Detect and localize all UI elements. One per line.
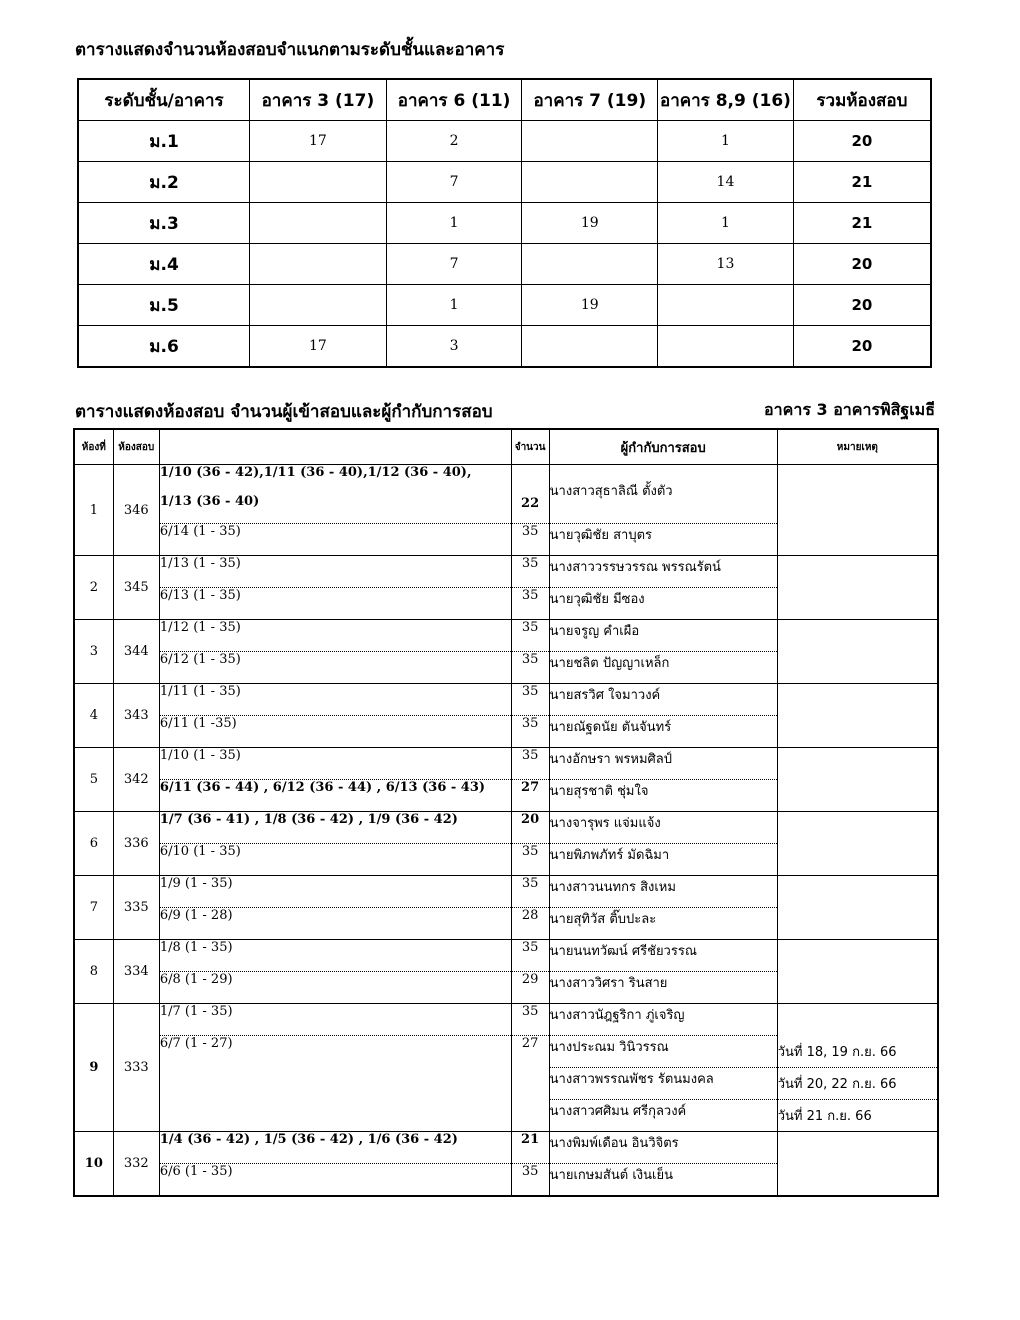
total-cell: 21 (793, 203, 931, 244)
classes-cell: 1/11 (1 - 35) (159, 684, 511, 716)
table-row (74, 1036, 938, 1068)
header-count: จำนวน (511, 429, 549, 465)
summary-row (78, 285, 931, 326)
building-8-9-cell: 1 (658, 203, 794, 244)
supervisor-cell: นางสาวสุธาลิณี ตั้งตัว (549, 465, 777, 524)
table-row (74, 876, 938, 908)
table-row (74, 812, 938, 844)
exam-room-table (73, 428, 939, 1197)
room-cell: 346 (113, 465, 159, 556)
building-8-9-cell (658, 326, 794, 368)
total-cell: 20 (793, 121, 931, 162)
supervisor-cell: นายณัฐดนัย ตันจันทร์ (549, 716, 777, 748)
header-building-3: อาคาร 3 (17) (250, 79, 387, 121)
room-cell: 333 (113, 1004, 159, 1132)
supervisor-cell: นางประณม วินิวรรณ (549, 1036, 777, 1068)
total-cell: 21 (793, 162, 931, 203)
summary-title: ตารางแสดงจำนวนห้องสอบจำแนกตามระดับชั้นและอาคาร (75, 40, 505, 60)
classes-cell: 1/9 (1 - 35) (159, 876, 511, 908)
classes-cell: 6/11 (36 - 44) , 6/12 (36 - 44) , 6/13 (36 - 43) (159, 780, 511, 812)
room-no-cell: 6 (74, 812, 113, 876)
count-cell: 20 (511, 812, 549, 844)
supervisor-cell: นางจารุพร แจ่มแจ้ง (549, 812, 777, 844)
building-7-cell: 19 (522, 285, 658, 326)
note-cell: วันที่ 21 ก.ย. 66 (777, 1100, 938, 1132)
count-cell: 28 (511, 908, 549, 940)
classes-cell: 6/12 (1 - 35) (159, 652, 511, 684)
building-8-9-cell: 1 (658, 121, 794, 162)
room-cell: 345 (113, 556, 159, 620)
count-cell: 35 (511, 556, 549, 588)
table-row (74, 940, 938, 972)
summary-row (78, 203, 931, 244)
header-supervisor: ผู้กำกับการสอบ (549, 429, 777, 465)
supervisor-cell: นายพิภพภัทร์ มัดฉิมา (549, 844, 777, 876)
supervisor-cell: นางสาวศศิมน ศรีกุลวงค์ (549, 1100, 777, 1132)
classes-cell: 1/12 (1 - 35) (159, 620, 511, 652)
count-cell: 35 (511, 1164, 549, 1197)
room-cell: 335 (113, 876, 159, 940)
table-row (74, 1004, 938, 1036)
level-cell: ม.5 (78, 285, 250, 326)
header-room: ห้องสอบ (113, 429, 159, 465)
count-cell: 22 (511, 465, 549, 524)
building-7-cell (522, 244, 658, 285)
classes-line: 1/10 (36 - 42),1/11 (36 - 40),1/12 (36 - 40), (159, 465, 472, 480)
supervisor-cell: นายชลิต ปัญญาเหล็ก (549, 652, 777, 684)
level-cell: ม.6 (78, 326, 250, 368)
supervisor-cell: นางพิมพ์เดือน อินวิจิตร (549, 1132, 777, 1164)
classes-line: 1/13 (36 - 40) (159, 494, 260, 509)
count-cell: 27 (511, 780, 549, 812)
summary-table (77, 78, 932, 368)
classes-cell: 1/4 (36 - 42) , 1/5 (36 - 42) , 1/6 (36 - 42) (159, 1132, 511, 1164)
room-no-cell: 1 (74, 465, 113, 556)
table-row (74, 556, 938, 588)
classes-cell: 1/7 (1 - 35) (159, 1004, 511, 1036)
room-no-cell: 5 (74, 748, 113, 812)
count-cell: 35 (511, 940, 549, 972)
classes-cell: 6/10 (1 - 35) (159, 844, 511, 876)
count-cell: 35 (511, 844, 549, 876)
building-6-cell: 7 (386, 162, 522, 203)
classes-cell: 1/13 (1 - 35) (159, 556, 511, 588)
table-row (74, 748, 938, 780)
supervisor-cell: นายเกษมสันต์ เงินเย็น (549, 1164, 777, 1197)
building-6-cell: 3 (386, 326, 522, 368)
building-8-9-cell (658, 285, 794, 326)
classes-cell: 6/11 (1 -35) (159, 716, 511, 748)
building-3-cell (250, 203, 387, 244)
classes-cell: 6/8 (1 - 29) (159, 972, 511, 1004)
room-no-cell: 10 (74, 1132, 113, 1197)
building-3-cell (250, 162, 387, 203)
note-cell (777, 1004, 938, 1036)
summary-row (78, 326, 931, 368)
building-label: อาคาร 3 อาคารพิสิฐเมธี (764, 400, 935, 419)
supervisor-cell: นางสาวนัฎฐริกา ภู่เจริญ (549, 1004, 777, 1036)
note-cell (777, 465, 938, 556)
count-cell: 35 (511, 876, 549, 908)
classes-cell: 1/8 (1 - 35) (159, 940, 511, 972)
classes-cell (159, 465, 511, 524)
building-3-cell (250, 244, 387, 285)
count-cell: 21 (511, 1132, 549, 1164)
classes-cell: 1/7 (36 - 41) , 1/8 (36 - 42) , 1/9 (36 - 42) (159, 812, 511, 844)
room-no-cell: 2 (74, 556, 113, 620)
total-cell: 20 (793, 244, 931, 285)
room-no-cell: 4 (74, 684, 113, 748)
building-7-cell (522, 162, 658, 203)
summary-row (78, 244, 931, 285)
note-cell (777, 684, 938, 748)
supervisor-cell: นายนนทวัฒน์ ศรีชัยวรรณ (549, 940, 777, 972)
count-cell: 35 (511, 652, 549, 684)
supervisor-cell: นายวุฒิชัย มีซอง (549, 588, 777, 620)
note-cell (777, 556, 938, 620)
room-cell: 342 (113, 748, 159, 812)
room-no-cell: 7 (74, 876, 113, 940)
supervisor-cell: นายสรวิศ ใจมาวงค์ (549, 684, 777, 716)
note-cell (777, 876, 938, 940)
building-6-cell: 1 (386, 285, 522, 326)
header-building-6: อาคาร 6 (11) (386, 79, 522, 121)
room-cell: 336 (113, 812, 159, 876)
level-cell: ม.4 (78, 244, 250, 285)
count-cell: 27 (511, 1036, 549, 1132)
supervisor-cell: นางสาวพรรณพัชร รัตนมงคล (549, 1068, 777, 1100)
note-cell (777, 1132, 938, 1197)
supervisor-cell: นายจรูญ คำเผือ (549, 620, 777, 652)
level-cell: ม.2 (78, 162, 250, 203)
detail-title: ตารางแสดงห้องสอบ จำนวนผู้เข้าสอบและผู้กำกับการสอบ (75, 402, 493, 422)
supervisor-cell: นางสาววรรษวรรณ พรรณรัตน์ (549, 556, 777, 588)
building-8-9-cell: 13 (658, 244, 794, 285)
building-8-9-cell: 14 (658, 162, 794, 203)
note-cell (777, 620, 938, 684)
building-3-cell: 17 (250, 326, 387, 368)
supervisor-cell: นางสาววิศรา รินสาย (549, 972, 777, 1004)
table-row (74, 684, 938, 716)
level-cell: ม.1 (78, 121, 250, 162)
summary-row (78, 121, 931, 162)
count-cell: 35 (511, 620, 549, 652)
summary-row (78, 162, 931, 203)
note-cell: วันที่ 20, 22 ก.ย. 66 (777, 1068, 938, 1100)
header-classes (159, 429, 511, 465)
supervisor-cell: นายสุรชาติ ชุ่มใจ (549, 780, 777, 812)
level-cell: ม.3 (78, 203, 250, 244)
room-no-cell: 8 (74, 940, 113, 1004)
table-row (74, 620, 938, 652)
header-room-no: ห้องที่ (74, 429, 113, 465)
supervisor-cell: นางอักษรา พรหมศิลป์ (549, 748, 777, 780)
note-cell (777, 812, 938, 876)
building-6-cell: 1 (386, 203, 522, 244)
count-cell: 29 (511, 972, 549, 1004)
classes-cell: 6/7 (1 - 27) (159, 1036, 511, 1132)
count-cell: 35 (511, 1004, 549, 1036)
count-cell: 35 (511, 588, 549, 620)
table-row (74, 465, 938, 524)
supervisor-cell: นางสาวนนทกร สิงเหม (549, 876, 777, 908)
header-total: รวมห้องสอบ (793, 79, 931, 121)
detail-header-row (74, 429, 938, 465)
building-7-cell (522, 326, 658, 368)
header-level: ระดับชั้น/อาคาร (78, 79, 250, 121)
table-row (74, 1132, 938, 1164)
room-cell: 344 (113, 620, 159, 684)
building-7-cell: 19 (522, 203, 658, 244)
room-no-cell: 9 (74, 1004, 113, 1132)
header-building-7: อาคาร 7 (19) (522, 79, 658, 121)
room-cell: 334 (113, 940, 159, 1004)
supervisor-cell: นายสุทิวัส ติ๊บปะละ (549, 908, 777, 940)
classes-cell: 1/10 (1 - 35) (159, 748, 511, 780)
total-cell: 20 (793, 285, 931, 326)
count-cell: 35 (511, 748, 549, 780)
count-cell: 35 (511, 684, 549, 716)
building-3-cell: 17 (250, 121, 387, 162)
count-cell: 35 (511, 524, 549, 556)
summary-header-row (78, 79, 931, 121)
building-3-cell (250, 285, 387, 326)
classes-cell: 6/6 (1 - 35) (159, 1164, 511, 1197)
room-cell: 332 (113, 1132, 159, 1197)
room-cell: 343 (113, 684, 159, 748)
classes-cell: 6/9 (1 - 28) (159, 908, 511, 940)
room-no-cell: 3 (74, 620, 113, 684)
total-cell: 20 (793, 326, 931, 368)
header-note: หมายเหตุ (777, 429, 938, 465)
building-6-cell: 7 (386, 244, 522, 285)
classes-cell: 6/13 (1 - 35) (159, 588, 511, 620)
header-building-8-9: อาคาร 8,9 (16) (658, 79, 794, 121)
classes-cell: 6/14 (1 - 35) (159, 524, 511, 556)
note-cell (777, 748, 938, 812)
building-6-cell: 2 (386, 121, 522, 162)
supervisor-cell: นายวุฒิชัย สาบุตร (549, 524, 777, 556)
building-7-cell (522, 121, 658, 162)
count-cell: 35 (511, 716, 549, 748)
note-cell: วันที่ 18, 19 ก.ย. 66 (777, 1036, 938, 1068)
note-cell (777, 940, 938, 1004)
